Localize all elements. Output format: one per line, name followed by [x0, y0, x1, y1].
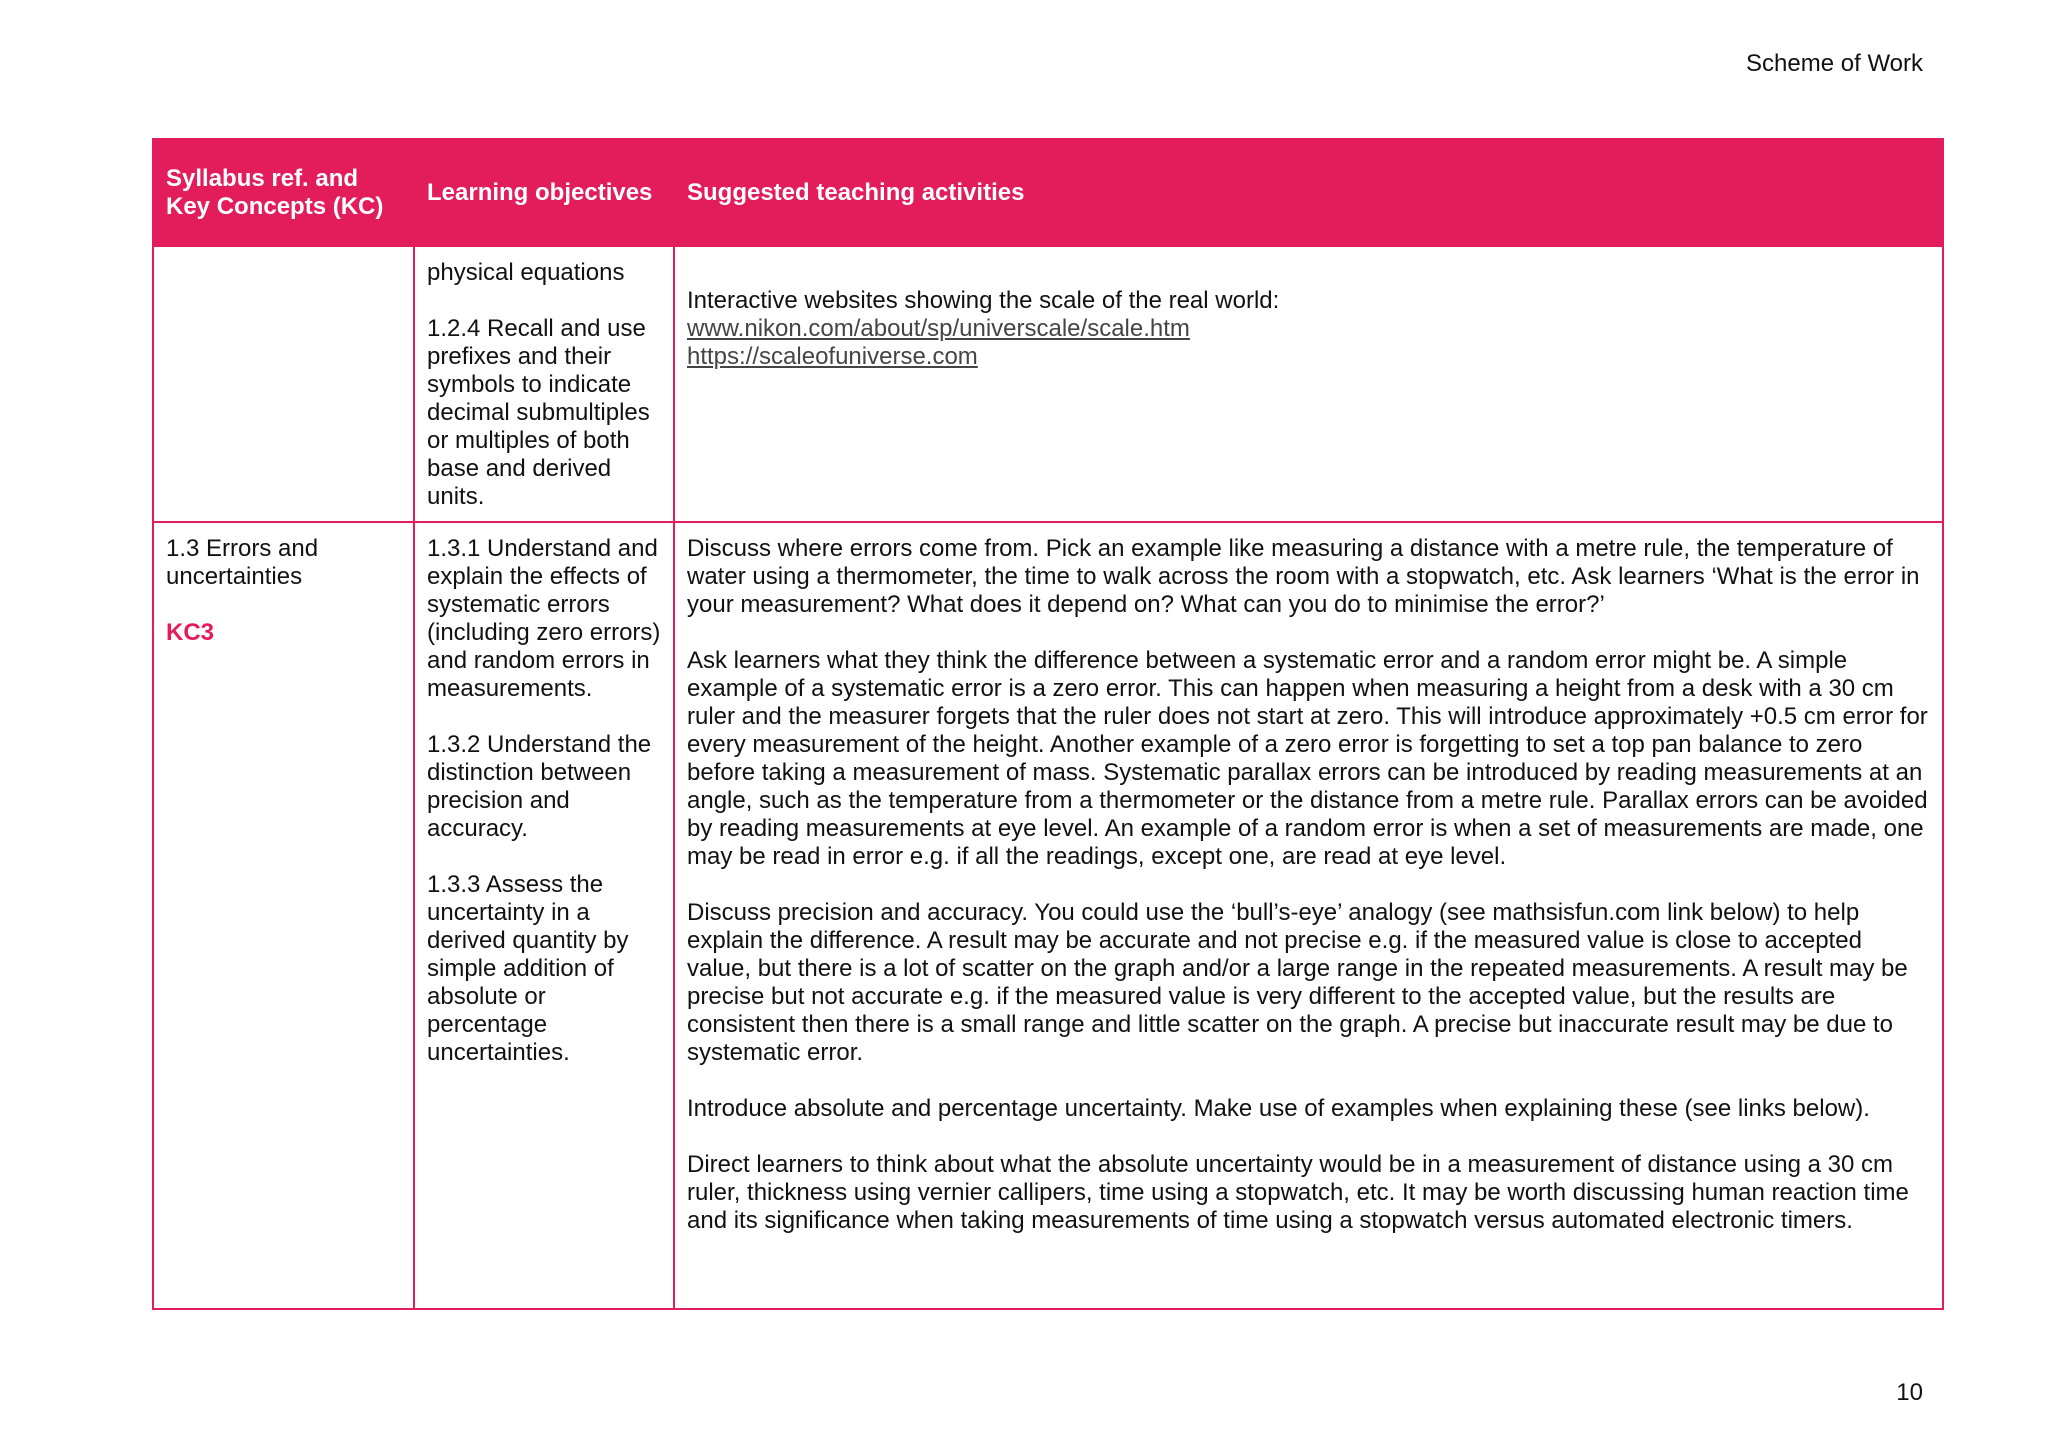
objective-text: 1.3.2 Understand the distinction between precision and accuracy.	[427, 731, 652, 842]
objective-text: 1.3.1 Understand and explain the effects of systematic errors (including zero errors) and random errors in measurements.	[427, 535, 661, 702]
syllabus-cell	[153, 522, 414, 1309]
activity-text: Discuss where errors come from. Pick an example like measuring a distance with a metre rule, the temperature of water using a thermometer, the time to walk across the room with a stopwatch, etc. Ask learners ‘What is the error in your measurement? What does it depend on? What can you do to minimise the error?’	[687, 535, 1920, 618]
column-header-syllabus: Syllabus ref. and Key Concepts (KC)	[153, 139, 414, 246]
key-concept-badge: KC3	[166, 619, 215, 646]
scale-of-universe-link[interactable]: https://scaleofuniverse.com	[687, 343, 978, 370]
activity-text: Discuss precision and accuracy. You could use the ‘bull’s-eye’ analogy (see mathsisfun.com link below) to help explain the difference. A result may be accurate and not precise e.g. if the measured value is close to accepted value, but there is a lot of scatter on the graph and/or a large range in the repeated measurements. A result may be precise but not accurate e.g. if the measured value is very different to the accepted value, but the results are consistent then there is a small range and little scatter on the graph. A precise but inaccurate result may be due to systematic error.	[687, 899, 1908, 1066]
table-row	[153, 522, 1943, 1309]
activity-text: Direct learners to think about what the absolute uncertainty would be in a measurement of distance using a 30 cm ruler, thickness using vernier callipers, time using a stopwatch, etc. It may be worth discussing human reaction time and its significance when taking measurements of time using a stopwatch versus automated electronic timers.	[687, 1151, 1909, 1234]
activities-cell	[674, 522, 1943, 1309]
objective-text: 1.3.3 Assess the uncertainty in a derived quantity by simple addition of absolute or percentage uncertainties.	[427, 871, 629, 1066]
scheme-of-work-table	[152, 138, 1944, 1310]
activity-text: Interactive websites showing the scale of the real world:	[687, 287, 1280, 314]
page-header-title: Scheme of Work	[1746, 50, 1923, 77]
syllabus-cell	[153, 246, 414, 522]
column-header-activities: Suggested teaching activities	[674, 139, 1943, 246]
syllabus-ref: 1.3 Errors and uncertainties	[166, 535, 319, 590]
objectives-cell	[414, 522, 674, 1309]
page-number: 10	[1896, 1379, 1923, 1406]
nikon-universcale-link[interactable]: www.nikon.com/about/sp/universcale/scale.htm	[687, 315, 1190, 342]
objective-text: 1.2.4 Recall and use prefixes and their symbols to indicate decimal submultiples or multiples of both base and derived units.	[427, 315, 650, 510]
objective-text: physical equations	[427, 259, 625, 286]
activity-text: Introduce absolute and percentage uncertainty. Make use of examples when explaining these (see links below).	[687, 1095, 1870, 1122]
objectives-cell	[414, 246, 674, 522]
activity-text: Ask learners what they think the difference between a systematic error and a random error might be. A simple example of a systematic error is a zero error. This can happen when measuring a height from a desk with a 30 cm ruler and the measurer forgets that the ruler does not start at zero. This will introduce approximately +0.5 cm error for every measurement of the height. Another example of a zero error is forgetting to set a top pan balance to zero before taking a measurement of mass. Systematic parallax errors can be introduced by reading measurements at an angle, such as the temperature from a thermometer or the distance from a metre rule. Parallax errors can be avoided by reading measurements at eye level. An example of a random error is when a set of measurements are made, one may be read in error e.g. if all the readings, except one, are read at eye level.	[687, 647, 1928, 870]
table-row	[153, 246, 1943, 522]
activities-cell	[674, 246, 1943, 522]
table-header-row	[153, 139, 1943, 246]
column-header-objectives: Learning objectives	[414, 139, 674, 246]
